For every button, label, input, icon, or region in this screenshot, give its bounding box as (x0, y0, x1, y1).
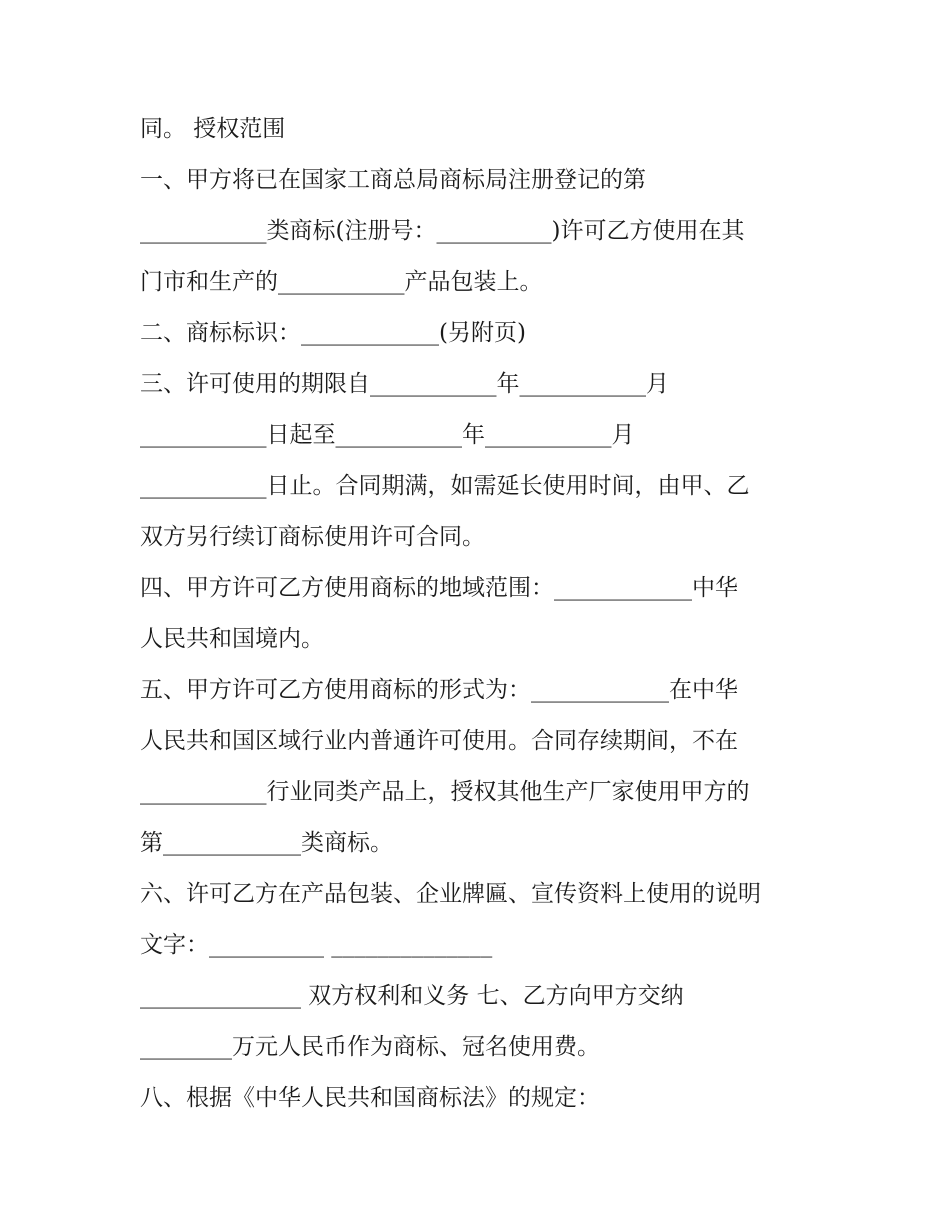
text-line: ___________日止。合同期满，如需延长使用时间，由甲、乙 (140, 473, 750, 499)
text-line: 六、许可乙方在产品包装、企业牌匾、宣传资料上使用的说明 (140, 881, 761, 907)
text-line: 门市和生产的___________产品包装上。 (140, 269, 543, 295)
text-line: 第____________类商标。 (140, 830, 393, 856)
text-line: 同。 授权范围 (140, 116, 286, 142)
text-line: 文字：__________ ______________ (140, 932, 493, 958)
contract-body (140, 104, 830, 1124)
text-line: ___________行业同类产品上，授权其他生产厂家使用甲方的 (140, 779, 750, 805)
text-line: 五、甲方许可乙方使用商标的形式为：____________在中华 (140, 677, 738, 703)
text-line: 人民共和国境内。 (140, 626, 324, 652)
text-line: ______________ 双方权利和义务 七、乙方向甲方交纳 (140, 983, 684, 1009)
text-line: ___________类商标(注册号：__________)许可乙方使用在其 (140, 218, 745, 244)
text-line: 四、甲方许可乙方使用商标的地域范围：____________中华 (140, 575, 738, 601)
text-line: 双方另行续订商标使用许可合同。 (140, 524, 485, 550)
text-line: 二、商标标识：____________(另附页) (140, 320, 526, 346)
text-line: 一、甲方将已在国家工商总局商标局注册登记的第 (140, 167, 646, 193)
text-line: 人民共和国区域行业内普通许可使用。合同存续期间，不在 (140, 728, 738, 754)
text-line: 八、根据《中华人民共和国商标法》的规定： (140, 1085, 600, 1111)
text-line: ________万元人民币作为商标、冠名使用费。 (140, 1034, 600, 1060)
text-line: 三、许可使用的期限自___________年___________月 (140, 371, 669, 397)
text-line: ___________日起至___________年___________月 (140, 422, 635, 448)
